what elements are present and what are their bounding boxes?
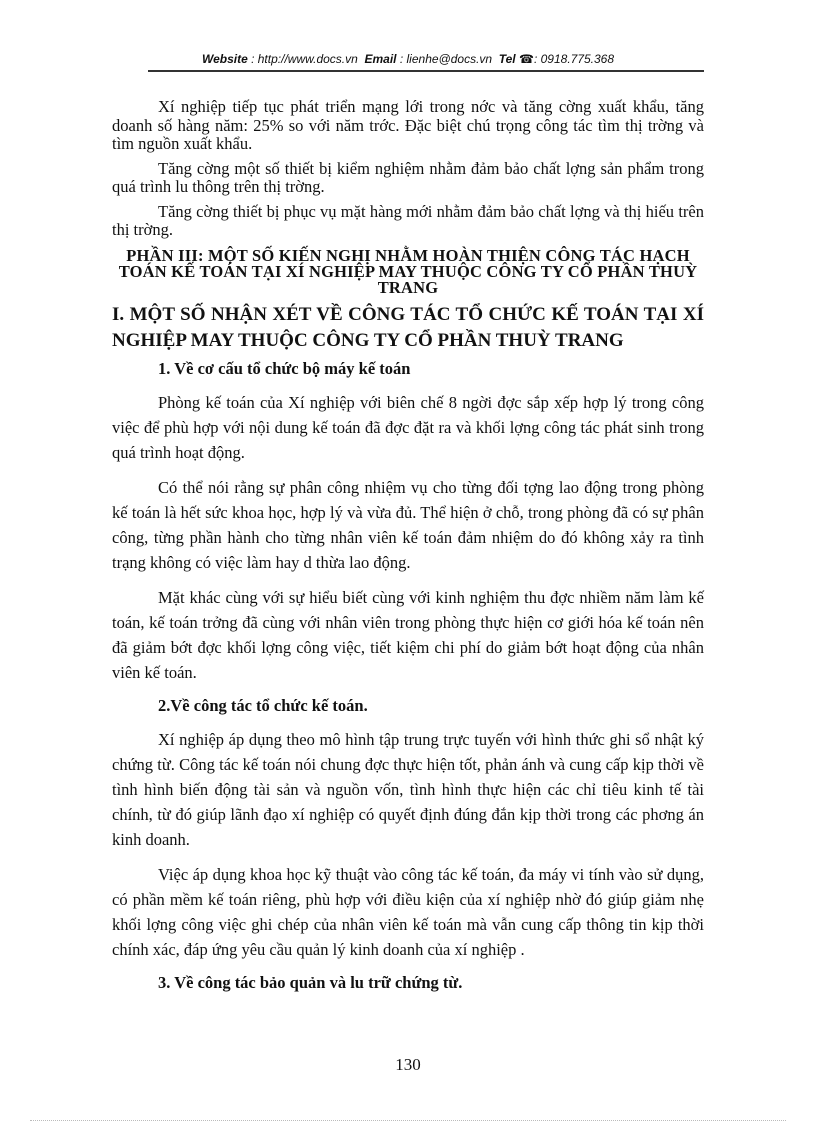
subsection-heading: 1. Về cơ cấu tổ chức bộ máy kế toán bbox=[158, 358, 411, 378]
tel-label: Tel bbox=[498, 52, 516, 66]
subsection-heading: 3. Về công tác bảo quản và lu trữ chứng từ. bbox=[158, 972, 463, 992]
paragraph: Xí nghiệp áp dụng theo mô hình tập trung trực tuyến với hình thức ghi sổ nhật ký chứng từ. Công tác kế toán nói chung đợc thực hiện tốt, phản ánh và cung cấp kịp thời về tình hình biến động tài sản và nguồn vốn, tình hình thực hiện các chỉ tiêu kinh tế tài chính, từ đó giúp lãnh đạo xí nghiệp có quyết định đúng đắn kịp thời trong các phơng án kinh doanh. bbox=[112, 729, 704, 849]
page-header bbox=[0, 52, 816, 66]
paragraph: Có thể nói rằng sự phân công nhiệm vụ cho từng đối tợng lao động trong phòng kế toán là hết sức khoa học, hợp lý và vừa đủ. Thể hiện ở chỗ, trong phòng đã có sự phân công, từng phần hành cho từng nhân viên kế toán đảm nhiệm do đó không xảy ra tình trạng không có việc làm hay d thừa lao động. bbox=[112, 477, 704, 572]
paragraph: Việc áp dụng khoa học kỹ thuật vào công tác kế toán, đa máy vi tính vào sử dụng, có phần mềm kế toán riêng, phù hợp với điều kiện của xí nghiệp nhờ đó giúp giảm nhẹ khối lợng công việc ghi chép của nhân viên kế toán mà vẫn cung cấp thông tin kịp thời chính xác, đáp ứng yêu cầu quản lý kinh doanh của xí nghiệp . bbox=[112, 864, 704, 959]
page-bottom-divider bbox=[30, 1120, 786, 1121]
page-number: 130 bbox=[395, 1055, 421, 1074]
paragraph: Xí nghiệp tiếp tục phát triển mạng lới trong nớc và tăng cờng xuất khẩu, tăng doanh số hàng năm: 25% so với năm trớc. Đặc biệt chú trọng công tác tìm thị trờng và tìm nguồn xuất khẩu. bbox=[112, 97, 704, 153]
website-label: Website bbox=[201, 52, 248, 66]
paragraph: Phòng kế toán của Xí nghiệp với biên chế 8 ngời đợc sắp xếp hợp lý trong công việc để phù hợp với nội dung kế toán đã đợc đặt ra và khối lợng công tác phát sinh trong quá trình hoạt động. bbox=[112, 392, 704, 462]
website-value: : http://www.docs.vn bbox=[251, 52, 358, 66]
paragraph: Mặt khác cùng với sự hiểu biết cùng với kinh nghiệm thu đợc nhiềm năm làm kế toán, kế toán trởng đã cùng với nhân viên trong phòng thực hiện cơ giới hóa kế toán nên đã giảm bớt đợc khối lợng công việc, tiết kiệm chi phí do giảm bớt hoạt động của nhân viên kế toán. bbox=[112, 587, 704, 682]
document-body bbox=[112, 98, 704, 1004]
part-heading: PHẦN III: MỘT SỐ KIẾN NGHỊ NHẰM HOÀN THIỆN CÔNG TÁC HẠCH TOÁN KẾ TOÁN TẠI XÍ NGHIỆP MAY THUỘC CÔNG TY CỔ PHẦN THUỲ TRANG bbox=[118, 245, 698, 297]
email-label: Email bbox=[364, 52, 397, 66]
paragraph: Tăng cờng một số thiết bị kiểm nghiệm nhằm đảm bảo chất lợng sản phẩm trong quá trình lu thông trên thị trờng. bbox=[112, 158, 704, 196]
phone-icon: ☎ bbox=[519, 52, 534, 66]
section-heading: I. MỘT SỐ NHẬN XÉT VỀ CÔNG TÁC TỔ CHỨC KẾ TOÁN TẠI XÍ NGHIỆP MAY THUỘC CÔNG TY CỔ PHẦN THUỲ TRANG bbox=[112, 303, 704, 351]
paragraph: Tăng cờng thiết bị phục vụ mặt hàng mới nhằm đảm bảo chất lợng và thị hiếu trên thị trờng. bbox=[112, 201, 704, 239]
tel-value: : 0918.775.368 bbox=[533, 52, 615, 66]
header-divider bbox=[148, 70, 704, 72]
email-value: : lienhe@docs.vn bbox=[399, 52, 493, 66]
subsection-heading: 2.Về công tác tổ chức kế toán. bbox=[158, 695, 368, 715]
